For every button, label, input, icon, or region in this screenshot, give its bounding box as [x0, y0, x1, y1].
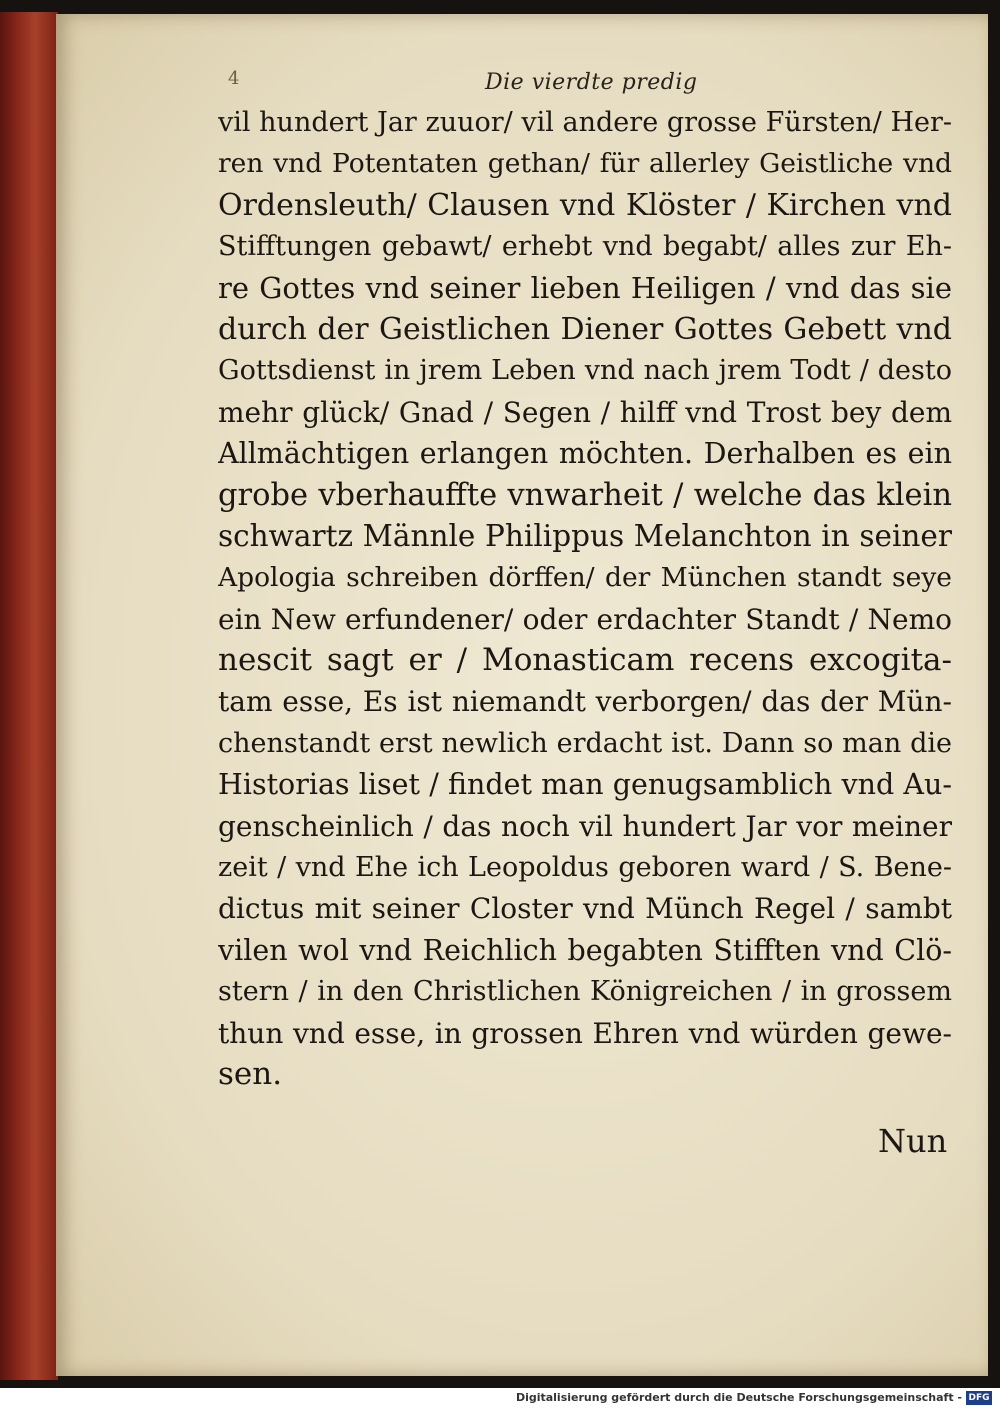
text-line: dictus mit seiner Closter vnd Münch Regel / sambt	[218, 892, 952, 926]
text-line: Historias liset / findet man genugsamblich vnd Au-	[218, 768, 952, 802]
text-line: tam esse, Es ist niemandt verborgen/ das der Mün-	[218, 685, 952, 719]
text-line: ren vnd Potentaten gethan/ für allerley Geistliche vnd	[218, 148, 952, 180]
catchword: Nun	[878, 1122, 948, 1160]
body-text	[218, 102, 952, 1095]
footer-credit: Digitalisierung gefördert durch die Deutsche Forschungsgemeinschaft -	[515, 1391, 962, 1404]
text-line: Gottsdienst in jrem Leben vnd nach jrem Todt / desto	[218, 355, 952, 387]
running-head: Die vierdte predig	[485, 70, 698, 95]
dfg-logo: DFG	[966, 1391, 992, 1405]
text-line: chenstandt erst newlich erdacht ist. Dann so man die	[218, 727, 952, 759]
text-line: thun vnd esse, in grossen Ehren vnd würden gewe-	[218, 1016, 952, 1050]
text-line: Allmächtigen erlangen möchten. Derhalben es ein	[218, 437, 952, 471]
text-line: vilen wol vnd Reichlich begabten Stifften vnd Clö-	[218, 933, 952, 967]
text-line: nescit sagt er / Monasticam recens excogita-	[218, 642, 952, 679]
text-line: zeit / vnd Ehe ich Leopoldus geboren ward / S. Bene-	[218, 852, 952, 884]
text-line: Apologia schreiben dörffen/ der München standt seye	[218, 562, 952, 594]
footer-bar	[0, 1388, 1000, 1411]
text-line: re Gottes vnd seiner lieben Heiligen / vnd das sie	[218, 270, 952, 305]
text-line: vil hundert Jar zuuor/ vil andere grosse Fürsten/ Her-	[218, 107, 952, 138]
text-line: ein New erfundener/ oder erdachter Standt / Nemo	[218, 602, 952, 636]
text-line: genscheinlich / das noch vil hundert Jar vor meiner	[218, 809, 952, 843]
book-spine	[0, 12, 58, 1380]
text-line: grobe vberhauffte vnwarheit / welche das klein	[218, 477, 952, 513]
text-line: mehr glück/ Gnad / Segen / hilff vnd Trost bey dem	[218, 395, 952, 429]
text-line: stern / in den Christlichen Königreichen / in grossem	[218, 976, 952, 1008]
text-line: durch der Geistlichen Diener Gottes Gebett vnd	[218, 311, 952, 347]
text-line: schwartz Männle Philippus Melanchton in seiner	[218, 518, 952, 553]
page-number: 4	[228, 68, 240, 89]
text-line: sen.	[218, 1055, 283, 1092]
text-line: Ordensleuth/ Clausen vnd Klöster / Kirchen vnd	[218, 187, 952, 223]
text-line: Stifftungen gebawt/ erhebt vnd begabt/ alles zur Eh-	[218, 231, 952, 263]
